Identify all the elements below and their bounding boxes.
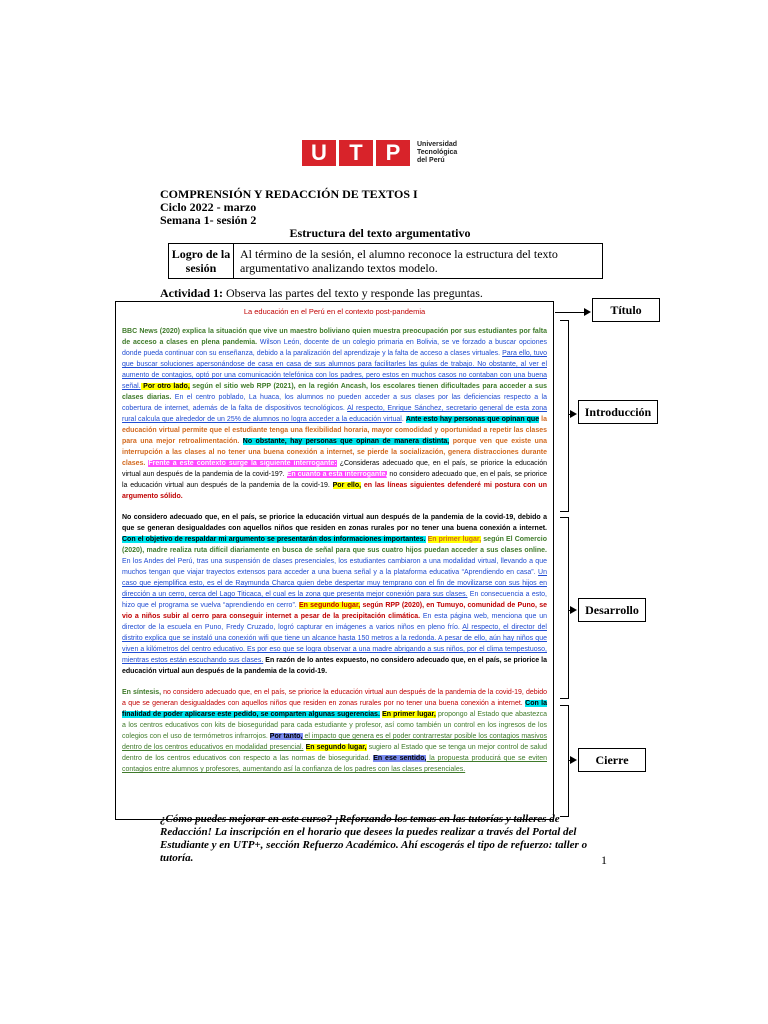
label-titulo: Título bbox=[592, 298, 660, 322]
course-title: COMPRENSIÓN Y REDACCIÓN DE TEXTOS I bbox=[160, 187, 418, 201]
label-cierre: Cierre bbox=[578, 748, 646, 772]
footnote: ¿Cómo puedes mejorar en este curso? ¡Reforzando los temas en las tutorías y talleres de Redacción! La inscripción en el horario que desees la puedes realizar a través del Portal del Estudiante y en UTP+, sección Refuerzo Académico. Ahí escogerás el tipo de refuerzo: taller o tutoría. bbox=[160, 813, 588, 864]
closing-paragraph: En síntesis, no considero adecuado que, en el país, se priorice la educación virtual aun después de la pandemia de la covid-19, debido a que se generan desigualdades con aquellos niños que residen en zonas rurales por no tener una buena conexión a internet. Con la finalidad de poder aplicarse este pedido, se comparten algunas sugerencias. En primer lugar, propongo al Estado que abastezca a los centros educativos con kits de bioseguridad para cada estudiante y profesor, así como también un control en los ingresos de los colegios con el uso de termómetros infrarrojos. Por tanto, el impacto que genera es el poder contrarrestar posible los contagios masivos dentro de los centros educativos en modalidad presencial. En segundo lugar, sugiero al Estado que se tenga un mejor control de salud dentro de los centros educativos con respecto a las normas de bioseguridad. En ese sentido, la propuesta producirá que se eviten contagios entre alumnos y profesores, aumentando así la confianza de los padres con las clases presenciales. bbox=[122, 689, 548, 773]
closing-arrow-icon bbox=[570, 756, 577, 764]
cycle-line: Ciclo 2022 - marzo bbox=[160, 200, 257, 214]
page-title: Estructura del texto argumentativo bbox=[289, 226, 471, 240]
introduction-brace bbox=[560, 320, 569, 512]
logro-label: Logro de la sesión bbox=[169, 244, 234, 278]
utp-logo bbox=[302, 140, 457, 166]
titulo-connector-line bbox=[555, 312, 585, 313]
development-brace bbox=[560, 517, 569, 699]
development-paragraph: No considero adecuado que, en el país, se priorice la educación virtual aun después de la pandemia de la covid-19, debido a que se generan desigualdades con aquellos niños que residen en zonas rurales por no tener una buena conexión a internet. Con el objetivo de respaldar mi argumento se presentarán dos informaciones importantes. En primer lugar, según El Comercio (2020), madre realiza ruta difícil diariamente en busca de señal para que sus cuatro hijos puedan acceder a sus clases online. En los Andes del Perú, tras una suspensión de clases presenciales, los estudiantes cambiaron a una modalidad virtual, llevando a que muchos tengan que viajar trayectos extensos para acceder a una buena señal y a la plataforma educativa “Aprendiendo en casa”. Un caso que ejemplifica esto, es el de Raymunda Charca quien debe despertar muy temprano con el fin de movilizarse con sus hijos en dirección a un cerro, cerca del Lago Titicaca, el cual es la zona que presenta mejor conexión para sus clases. En consecuencia a esto, hizo que el programa se vuelva “aprendiendo en cerro”. En segundo lugar, según RPP (2020), en Tumuyo, comunidad de Puno, se vio a niños subir al cerro para conseguir internet a pesar de la precipitación climática. En esta página web, menciona que un director de la escuela en Puno, Fredy Cruzado, logró capturar en imágenes a varios niños en pleno frío. Al respecto, el director del distrito explica que se instaló una conexión wifi que tiene un alcance hasta 150 metros a la redonda. A pesar de ello, aún hay niños que viven a kilómetros del centro educativo. Es por eso que se logra observar a una madre abrigando a sus niños, por el clima tempestuoso, mientras estos están escuchando sus clases. En razón de lo antes expuesto, no considero adecuado que, en el país, se priorice la educación virtual aun después de la pandemia de la covid-19. bbox=[122, 514, 548, 675]
logro-text: Al término de la sesión, el alumno reconoce la estructura del texto argumentativo analizando textos modelo. bbox=[240, 247, 558, 275]
label-desarrollo: Desarrollo bbox=[578, 598, 646, 622]
logro-table bbox=[168, 243, 603, 279]
logo-letter-t: T bbox=[339, 140, 373, 166]
introduction-paragraph: BBC News (2020) explica la situación que vive un maestro boliviano quien muestra preocupación por sus estudiantes por falta de acceso a clases en plena pandemia. Wilson León, docente de un colegio primaria en Bolivia, se ve forzado a buscar opciones donde pueda continuar con su enseñanza, debido a la paralización del aprendizaje y la falta de acceso a clases virtuales. Para ello, tuvo que buscar soluciones apersonándose de casa en casa de sus alumnos para facilitarles las guías de trabajo. No obstante, al ver el aumento de contagios, optó por una comunicación telefónica con los padres, pero estos en muchos casos no contaban con una buena señal. Por otro lado, según el sitio web RPP (2021), en la región Ancash, los escolares tienen dificultades para acceder a sus clases diarias. En el centro poblado, La huaca, los alumnos no pueden acceder a sus clases por las deficiencias respecto a la cobertura de internet, además de la falta de dispositivos tecnológicos. Al respecto, Enrique Sánchez, secretario general de esta zona rural calcula que alrededor de un 25% de alumnos no logra acceder a la educación virtual. Ante esto hay personas que opinan que la educación virtual permite que el estudiante tenga una flexibilidad horaria, mayor comodidad y oportunidad a repetir las clases para una mejor retroalimentación. No obstante, hay personas que opinan de manera distinta, porque ven que existe una interrupción a las clases al no tener una buena conexión a internet, se pierde la socialización, genera distracciones durante clases. Frente a este contexto surge la siguiente interrogante: ¿Consideras adecuado que, en el país, se priorice la educación virtual aun después de la pandemia de la covid-19?. En cuanto a esta interrogante, no considero adecuado que, en el país, se priorice la educación virtual aun después de la pandemia de la covid-19. Por ello, en las líneas siguientes defenderé mi postura con un argumento sólido. bbox=[122, 328, 548, 500]
text-title: La educación en el Perú en el contexto post-pandemia bbox=[243, 307, 426, 316]
logo-letter-p: P bbox=[376, 140, 410, 166]
page-number: 1 bbox=[601, 853, 607, 867]
closing-brace bbox=[560, 705, 569, 817]
logo-letter-u: U bbox=[302, 140, 336, 166]
titulo-arrow-icon bbox=[584, 308, 591, 316]
week-line: Semana 1- sesión 2 bbox=[160, 213, 257, 227]
activity-instruction: Actividad 1: Observa las partes del texto y responde las preguntas. bbox=[160, 286, 483, 300]
logo-university-name: Universidad Tecnológica del Perú bbox=[417, 141, 458, 164]
introduction-arrow-icon bbox=[570, 410, 577, 418]
argumentative-text-frame bbox=[115, 301, 554, 820]
label-introduccion: Introducción bbox=[578, 400, 658, 424]
development-arrow-icon bbox=[570, 606, 577, 614]
